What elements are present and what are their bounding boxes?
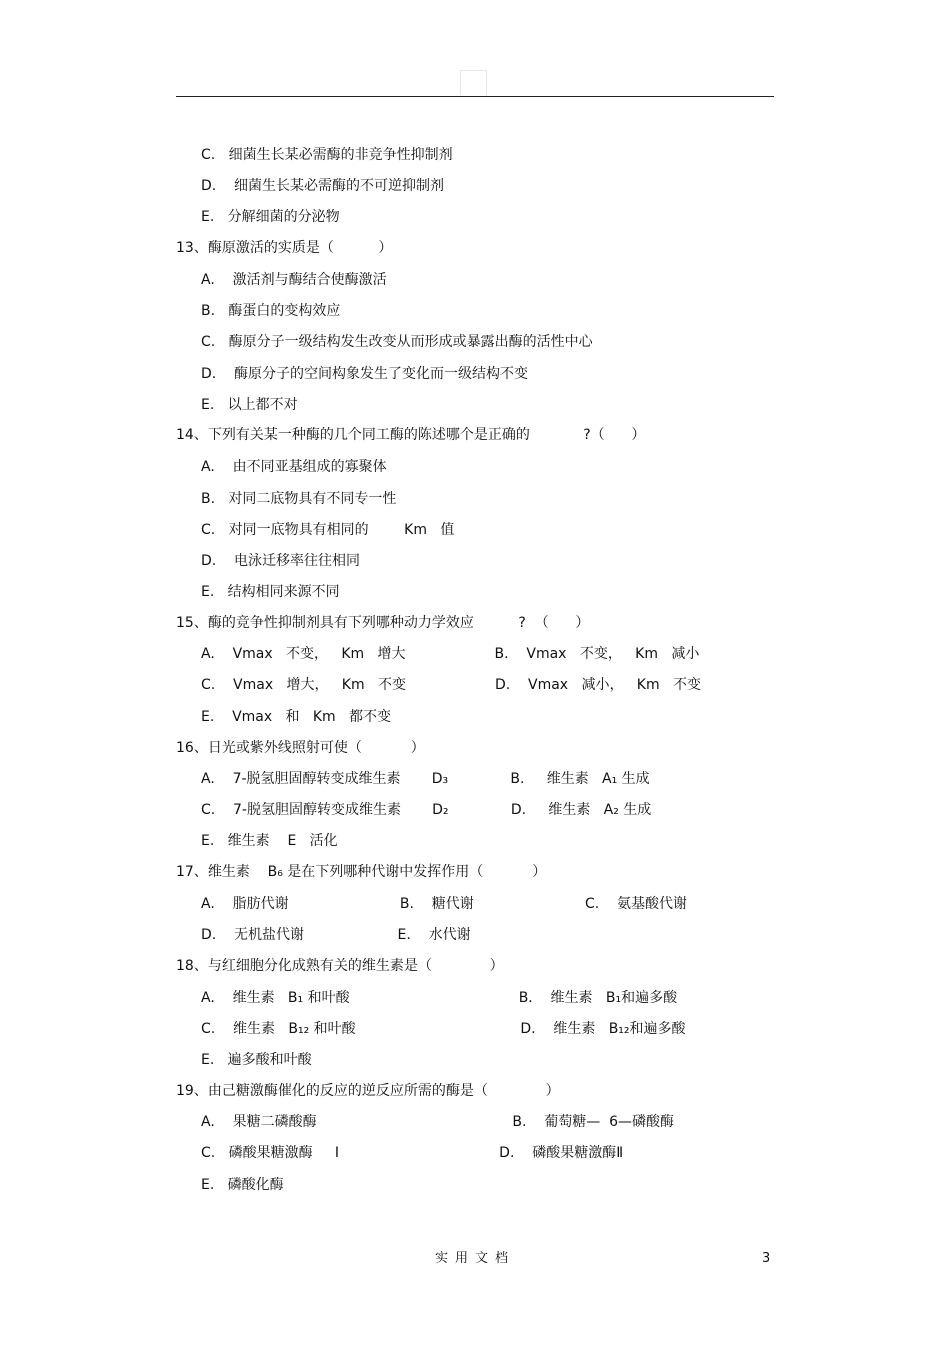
page-number: 3 bbox=[762, 1251, 771, 1266]
option-line: D. 酶原分子的空间构象发生了变化而一级结构不变 bbox=[201, 366, 529, 382]
option-line: A. 维生素 B₁ 和叶酸 B. 维生素 B₁和遍多酸 bbox=[201, 990, 678, 1006]
question-line: 16、日光或紫外线照射可使（ ） bbox=[176, 740, 425, 756]
option-line: A. Vmax 不变， Km 增大 B. Vmax 不变， Km 减小 bbox=[201, 646, 700, 662]
option-line: E. 遍多酸和叶酸 bbox=[201, 1052, 312, 1068]
option-line: B. 对同二底物具有不同专一性 bbox=[201, 491, 397, 507]
option-line: E. 结构相同来源不同 bbox=[201, 584, 340, 600]
option-line: E. 分解细菌的分泌物 bbox=[201, 209, 340, 225]
option-line: C. 维生素 B₁₂ 和叶酸 D. 维生素 B₁₂和遍多酸 bbox=[201, 1021, 686, 1037]
question-line: 13、酶原激活的实质是（ ） bbox=[176, 240, 393, 256]
option-line: C. 7-脱氢胆固醇转变成维生素 D₂ D. 维生素 A₂ 生成 bbox=[201, 802, 652, 818]
question-line: 19、由己糖激酶催化的反应的逆反应所需的酶是（ ） bbox=[176, 1083, 560, 1099]
option-line: C. Vmax 增大， Km 不变 D. Vmax 减小， Km 不变 bbox=[201, 677, 701, 693]
option-line: B. 酶蛋白的变构效应 bbox=[201, 303, 341, 319]
option-line: A. 7-脱氢胆固醇转变成维生素 D₃ B. 维生素 A₁ 生成 bbox=[201, 771, 650, 787]
header-frame bbox=[460, 70, 487, 95]
question-line: 17、维生素 B₆ 是在下列哪种代谢中发挥作用（ ） bbox=[176, 864, 547, 880]
option-line: D. 无机盐代谢 E. 水代谢 bbox=[201, 927, 471, 943]
option-line: E. Vmax 和 Km 都不变 bbox=[201, 709, 392, 725]
option-line: A. 由不同亚基组成的寡聚体 bbox=[201, 459, 387, 475]
option-line: A. 脂肪代谢 B. 糖代谢 C. 氨基酸代谢 bbox=[201, 896, 687, 912]
question-line: 18、与红细胞分化成熟有关的维生素是（ ） bbox=[176, 958, 504, 974]
header-rule bbox=[176, 96, 774, 97]
question-line: 14、下列有关某一种酶的几个同工酶的陈述哪个是正确的 ?（ ） bbox=[176, 427, 646, 443]
option-line: C. 磷酸果糖激酶 Ⅰ D. 磷酸果糖激酶Ⅱ bbox=[201, 1145, 624, 1161]
option-line: E. 维生素 E 活化 bbox=[201, 833, 338, 849]
question-line: 15、酶的竞争性抑制剂具有下列哪种动力学效应 ? （ ） bbox=[176, 615, 590, 631]
footer-label: 实用文档 bbox=[434, 1251, 515, 1266]
option-line: C. 细菌生长某必需酶的非竞争性抑制剂 bbox=[201, 147, 453, 163]
option-line: E. 磷酸化酶 bbox=[201, 1177, 284, 1193]
option-line: C. 对同一底物具有相同的 Km 值 bbox=[201, 522, 455, 538]
option-line: E. 以上都不对 bbox=[201, 397, 298, 413]
option-line: D. 电泳迁移率往往相同 bbox=[201, 553, 361, 569]
option-line: D. 细菌生长某必需酶的不可逆抑制剂 bbox=[201, 178, 445, 194]
option-line: A. 激活剂与酶结合使酶激活 bbox=[201, 272, 387, 288]
option-line: A. 果糖二磷酸酶 B. 葡萄糖— 6—磷酸酶 bbox=[201, 1114, 675, 1130]
option-line: C. 酶原分子一级结构发生改变从而形成或暴露出酶的活性中心 bbox=[201, 334, 593, 350]
